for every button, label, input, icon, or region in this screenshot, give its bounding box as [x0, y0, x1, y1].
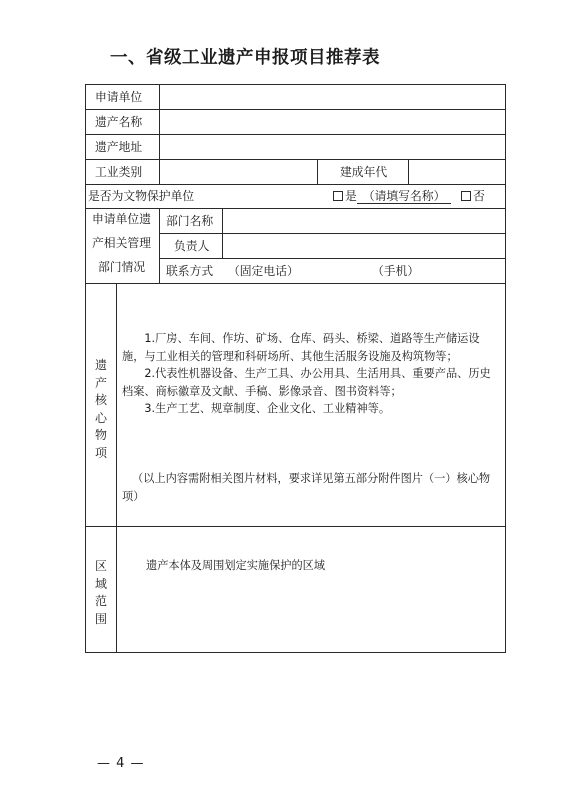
column-divider: [159, 84, 160, 184]
page-number: — 4 —: [97, 756, 145, 771]
form-title: 一、省级工业遗产申报项目推荐表: [110, 48, 380, 68]
person-in-charge-label: 负责人: [174, 239, 210, 253]
core-items-list: [122, 330, 500, 418]
mgmt-label-line-2: 产相关管理: [92, 236, 151, 250]
column-divider: [408, 159, 409, 184]
heritage-name-label: 遗产名称: [95, 115, 143, 129]
row-divider: [85, 283, 506, 284]
yes-option-label: 是: [345, 189, 357, 203]
row-divider: [85, 184, 506, 185]
build-year-label: 建成年代: [340, 165, 388, 179]
relic-name-fill-line[interactable]: [357, 189, 452, 204]
column-divider: [317, 159, 318, 184]
core-items-note: （以上内容需附相关图片材料，要求详见第五部分附件图片（一）核心物项）: [122, 472, 491, 503]
column-divider: [116, 283, 117, 653]
row-divider: [85, 526, 506, 527]
core-items-label: 遗产核心物项: [94, 358, 107, 460]
table-border-left: [85, 84, 86, 653]
column-divider: [159, 208, 160, 283]
core-item-2: 2.代表性机器设备、生产工具、办公用具、生活用具、重要产品、历史档案、商标徽章及文献、手稿、影像录音、图书资料等；: [122, 367, 491, 398]
dept-name-label: 部门名称: [166, 214, 214, 228]
mgmt-label-line-3: 部门情况: [98, 260, 146, 274]
no-option-label: 否: [473, 189, 485, 203]
industry-type-label: 工业类别: [95, 165, 143, 179]
row-divider: [159, 258, 506, 259]
yes-checkbox[interactable]: [333, 191, 343, 201]
cultural-relic-label: 是否为文物保护单位: [88, 189, 195, 203]
row-divider: [85, 159, 506, 160]
area-label: 区域范围: [94, 559, 107, 626]
area-text: 遗产本体及周围划定实施保护的区域: [146, 559, 326, 572]
column-divider: [222, 208, 223, 258]
heritage-address-label: 遗产地址: [95, 140, 143, 154]
mgmt-label-line-1: 申请单位遗: [92, 212, 151, 226]
contact-label: 联系方式: [166, 264, 214, 278]
no-checkbox[interactable]: [461, 191, 471, 201]
applicant-label: 申请单位: [95, 90, 143, 104]
core-item-3: 3.生产工艺、规章制度、企业文化、工业精神等。: [144, 402, 391, 415]
table-border-bottom: [85, 652, 506, 653]
core-item-1: 1.厂房、车间、作坊、矿场、仓库、码头、桥梁、道路等生产储运设施，与工业相关的管理和科研场所、其他生活服务设施及构筑物等；: [122, 332, 480, 363]
row-divider: [85, 134, 506, 135]
row-divider: [85, 109, 506, 110]
row-divider: [159, 233, 506, 234]
landline-label: （固定电话）: [228, 264, 299, 278]
table-border-right: [505, 84, 506, 653]
row-divider: [85, 208, 506, 209]
cultural-relic-options: [333, 189, 485, 204]
table-border-top: [85, 84, 506, 85]
mobile-label: （手机）: [372, 264, 420, 278]
fill-hint: （请填写名称）: [362, 189, 446, 203]
